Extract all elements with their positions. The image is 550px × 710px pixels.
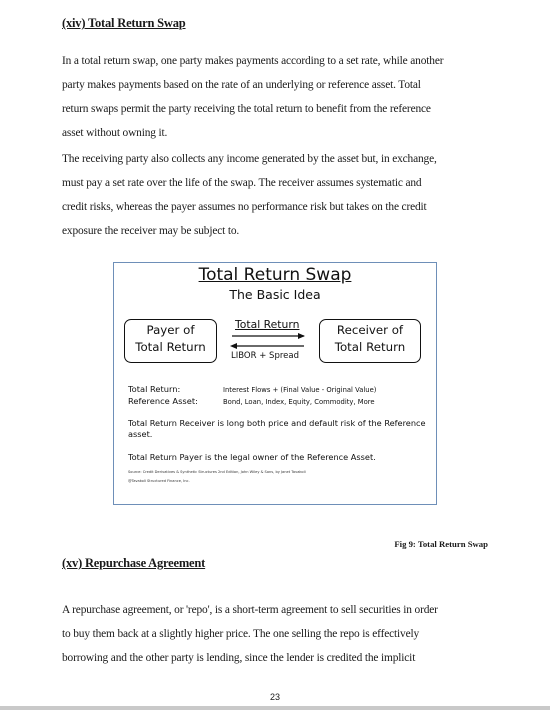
text-line: borrowing and the other party is lending, since the lender is credited the implicit xyxy=(62,652,416,664)
paragraph-total-return-swap-intro xyxy=(62,49,492,145)
flow-arrows xyxy=(226,331,310,353)
text-line: exposure the receiver may be subject to. xyxy=(62,225,240,237)
figure-source: Source: Credit Derivatives & Synthetic Structures 2nd Edition, John Wiley & Sons, by Janet Tavakoli xyxy=(128,470,306,474)
payer-box xyxy=(124,319,217,363)
figure-subtitle: The Basic Idea xyxy=(229,287,321,302)
definition-value: Bond, Loan, Index, Equity, Commodity, More xyxy=(223,398,375,406)
text-line: must pay a set rate over the life of the swap. The receiver assumes systematic and xyxy=(62,177,422,189)
definition-value: Interest Flows + (Final Value - Original Value) xyxy=(223,386,377,394)
receiver-label-line1: Receiver of xyxy=(336,323,404,337)
payer-label-line1: Payer of xyxy=(146,323,195,337)
right-arrow-icon xyxy=(232,333,305,339)
page-number: 23 xyxy=(269,692,280,702)
text-line: asset without owning it. xyxy=(62,127,168,139)
flow-label-total-return: Total Return xyxy=(235,318,300,331)
text-line: A repurchase agreement, or 'repo', is a short-term agreement to sell securities in order xyxy=(62,604,438,616)
text-line: credit risks, whereas the payer assumes no performance risk but takes on the credit xyxy=(62,201,427,213)
receiver-box xyxy=(319,319,421,363)
paragraph-receiving-party xyxy=(62,147,492,243)
payer-label-line2: Total Return xyxy=(135,340,206,354)
note-payer-ownership: Total Return Payer is the legal owner of the Reference Asset. xyxy=(128,452,376,462)
text-line: return swaps permit the party receiving the total return to benefit from the reference xyxy=(62,103,431,115)
figure-caption: Fig 9: Total Return Swap xyxy=(394,539,488,549)
note-receiver-risk: Total Return Receiver is long both price and default risk of the Reference asset. xyxy=(128,418,426,439)
figure-title: Total Return Swap xyxy=(198,265,352,285)
definition-reference-asset xyxy=(128,396,375,406)
section-heading-total-return-swap: (xiv) Total Return Swap xyxy=(62,16,186,30)
definition-term: Total Return: xyxy=(128,384,181,394)
definition-total-return xyxy=(128,384,376,394)
definition-term: Reference Asset: xyxy=(128,396,198,406)
figure-copyright: @Tavakoli Structured Finance, Inc. xyxy=(128,479,190,483)
total-return-swap-figure xyxy=(113,262,437,505)
section-heading-repurchase-agreement: (xv) Repurchase Agreement xyxy=(62,556,206,570)
page-bottom-edge xyxy=(0,706,550,710)
text-line: to buy them back at a slightly higher price. The one selling the repo is effectively xyxy=(62,628,420,640)
left-arrow-icon xyxy=(230,343,304,349)
text-line: In a total return swap, one party makes payments according to a set rate, while another xyxy=(62,55,444,67)
text-line: party makes payments based on the rate of an underlying or reference asset. Total xyxy=(62,79,421,91)
flow-label-libor-spread: LIBOR + Spread xyxy=(231,351,299,361)
paragraph-repurchase-agreement xyxy=(62,598,492,670)
receiver-label-line2: Total Return xyxy=(334,340,406,354)
text-line: The receiving party also collects any income generated by the asset but, in exchange, xyxy=(62,153,437,165)
